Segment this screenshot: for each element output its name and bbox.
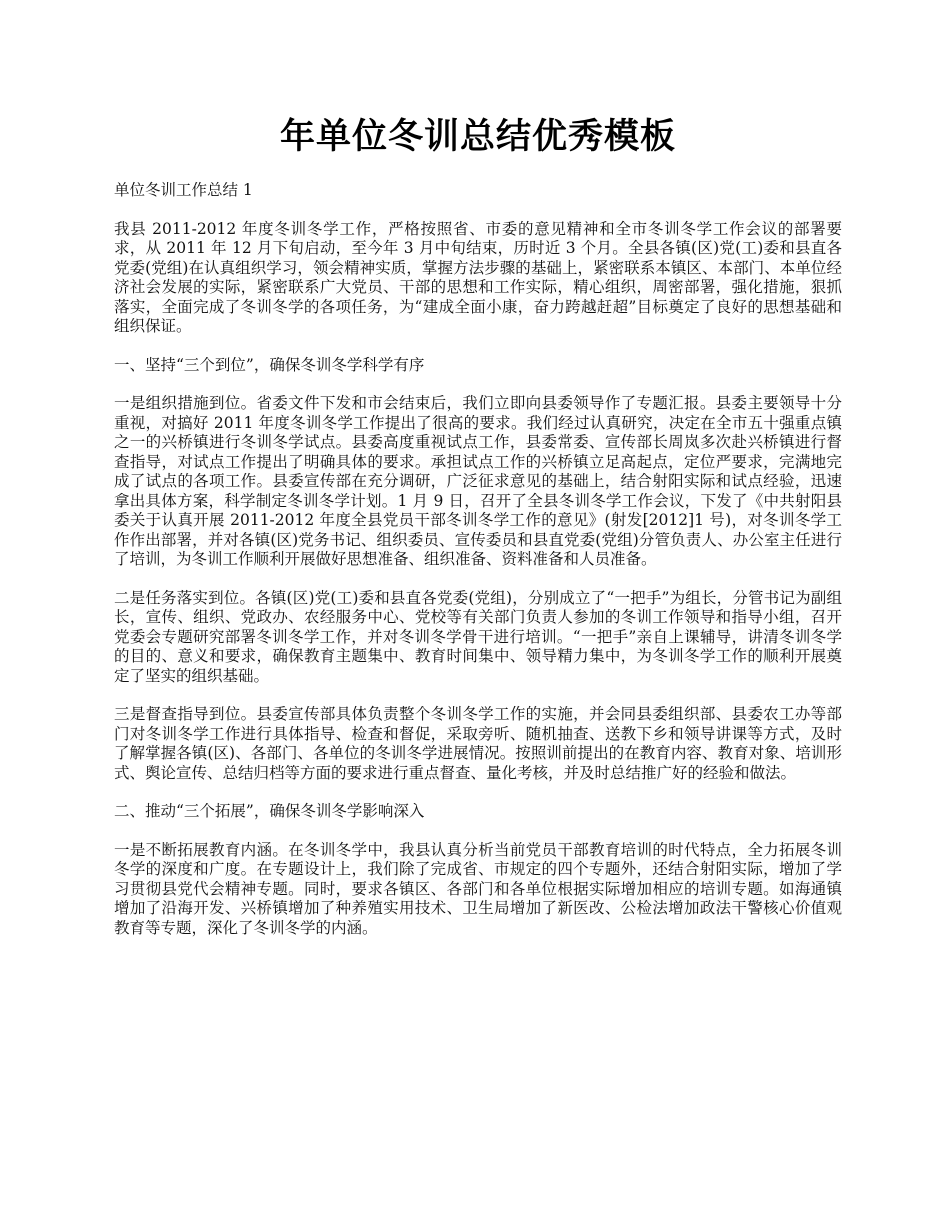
section1-heading: 一、坚持“三个到位”，确保冬训冬学科学有序	[114, 355, 425, 374]
document-page	[114, 112, 842, 957]
section1-paragraph-1: 一是组织措施到位。省委文件下发和市会结束后，我们立即向县委领导作了专题汇报。县委主要领导十分重视，对搞好 2011 年度冬训冬学工作提出了很高的要求。我们经过认真研究，决定在全市五十强重点镇之一的兴桥镇进行冬训冬学试点。县委高度重视试点工作，县委常委、宣传部长周岚多次赴兴桥镇进行督查指导，对试点工作提出了明确具体的要求。承担试点工作的兴桥镇立足高起点，定位严要求，完满地完成了试点的各项工作。县委宣传部在充分调研，广泛征求意见的基础上，结合射阳实际和试点经验，迅速拿出具体方案，科学制定冬训冬学计划。1 月 9 日，召开了全县冬训冬学工作会议，下发了《中共射阳县委关于认真开展 2011-2012 年度全县党员干部冬训冬学工作的意见》(射发[2012]1 号)，对冬训冬学工作作出部署，并对各镇(区)党务书记、组织委员、宣传委员和县直党委(党组)分管负责人、办公室主任进行了培训，为冬训工作顺利开展做好思想准备、组织准备、资料准备和人员准备。	[114, 394, 842, 568]
intro-paragraph: 我县 2011-2012 年度冬训冬学工作，严格按照省、市委的意见精神和全市冬训冬学工作会议的部署要求，从 2011 年 12 月下旬启动，至今年 3 月中旬结束，历时近 3 个月。全县各镇(区)党(工)委和县直各党委(党组)在认真组织学习，领会精神实质，掌握方法步骤的基础上，紧密联系本镇区、本部门、本单位经济社会发展的实际，紧密联系广大党员、干部的思想和工作实际，精心组织，周密部署，强化措施，狠抓落实，全面完成了冬训冬学的各项任务，为“建成全面小康，奋力跨越赶超”目标奠定了良好的思想基础和组织保证。	[114, 219, 842, 335]
section2-heading: 二、推动“三个拓展”，确保冬训冬学影响深入	[114, 802, 425, 820]
section1-paragraph-3: 三是督查指导到位。县委宣传部具体负责整个冬训冬学工作的实施，并会同县委组织部、县委农工办等部门对冬训冬学工作进行具体指导、检查和督促，采取旁听、随机抽查、送教下乡和领导讲课等方式，及时了解掌握各镇(区)、各部门、各单位的冬训冬学进展情况。按照训前提出的在教育内容、教育对象、培训形式、舆论宣传、总结归档等方面的要求进行重点督查、量化考核，并及时总结推广好的经验和做法。	[114, 705, 842, 782]
document-title: 年单位冬训总结优秀模板	[279, 117, 676, 157]
document-subtitle: 单位冬训工作总结 1	[114, 181, 253, 199]
section2-paragraph-1: 一是不断拓展教育内涵。在冬训冬学中，我县认真分析当前党员干部教育培训的时代特点，全力拓展冬训冬学的深度和广度。在专题设计上，我们除了完成省、市规定的四个专题外，还结合射阳实际，增加了学习贯彻县党代会精神专题。同时，要求各镇区、各部门和各单位根据实际增加相应的培训专题。如海通镇增加了沿海开发、兴桥镇增加了种养殖实用技术、卫生局增加了新医改、公检法增加政法干警核心价值观教育等专题，深化了冬训冬学的内涵。	[114, 840, 842, 937]
section1-paragraph-2: 二是任务落实到位。各镇(区)党(工)委和县直各党委(党组)，分别成立了“一把手”为组长，分管书记为副组长，宣传、组织、党政办、农经服务中心、党校等有关部门负责人参加的冬训工作领导和指导小组，召开党委会专题研究部署冬训冬学工作，并对冬训冬学骨干进行培训。“一把手”亲自上课辅导，讲清冬训冬学的目的、意义和要求，确保教育主题集中、教育时间集中、领导精力集中，为冬训冬学工作的顺利开展奠定了坚实的组织基础。	[114, 588, 842, 685]
